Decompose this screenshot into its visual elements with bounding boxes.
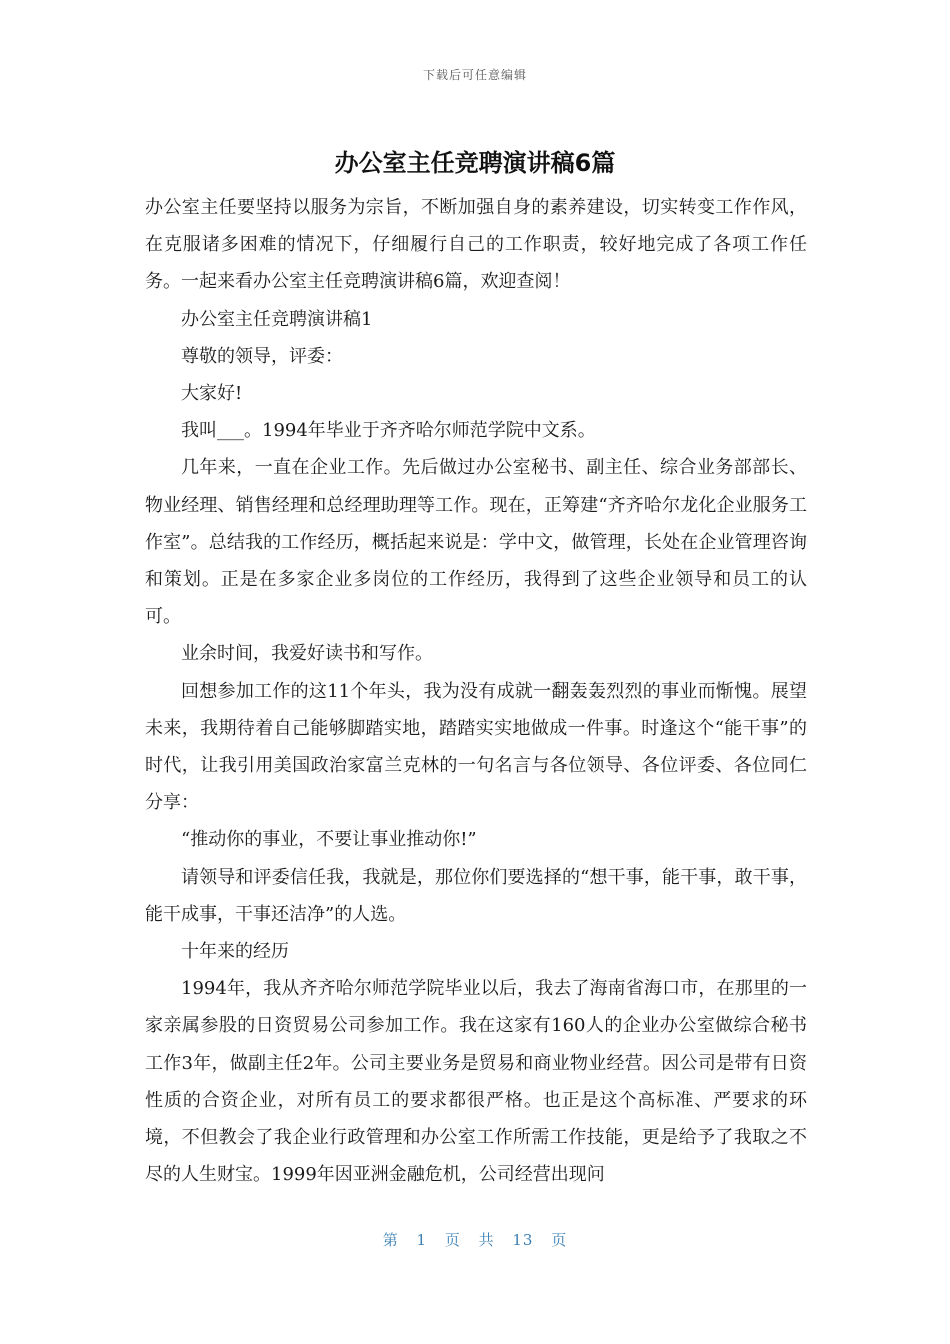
speech-heading: 办公室主任竞聘演讲稿1 [181,308,373,330]
experience-paragraph: 1994年，我从齐齐哈尔师范学院毕业以后，我去了海南省海口市，在那里的一家亲属参股的日资贸易公司参加工作。我在这家有160人的企业办公室做综合秘书工作3年，做副主任2年。公司主要业务是贸易和商业物业经营。因公司是带有日资性质的合资企业，对所有员工的要求都很严格。也正是这个高标准、严要求的环境，不但教会了我企业行政管理和办公室工作所需工作技能，更是给予了我取之不尽的人生财宝。1999年因亚洲金融危机，公司经营出现问 [145,978,807,1186]
self-introduction: 我叫___。1994年毕业于齐齐哈尔师范学院中文系。 [181,420,596,442]
work-history-paragraph: 几年来，一直在企业工作。先后做过办公室秘书、副主任、综合业务部部长、物业经理、销售经理和总经理助理等工作。现在，正筹建“齐齐哈尔龙化企业服务工作室”。总结我的工作经历，概括起来说是：学中文，做管理，长处在企业管理咨询和策划。正是在多家企业多岗位的工作经历，我得到了这些企业领导和员工的认可。 [145,457,807,628]
request-paragraph: 请领导和评委信任我，我就是，那位你们要选择的“想干事，能干事，敢干事，能干成事，干事还洁净”的人选。 [145,866,807,925]
section-heading: 十年来的经历 [181,941,289,963]
salutation: 尊敬的领导，评委： [181,345,343,367]
page-number: 第 1 页 共 13 页 [382,1231,568,1249]
reflection-paragraph: 回想参加工作的这11个年头，我为没有成就一翻轰轰烈烈的事业而惭愧。展望未来，我期待着自己能够脚踏实地，踏踏实实地做成一件事。时逢这个“能干事”的时代，让我引用美国政治家富兰克林的一句名言与各位领导、各位评委、各位同仁分享： [145,680,807,814]
document-title: 办公室主任竞聘演讲稿6篇 [334,149,616,177]
document-body [145,189,807,1193]
quote-paragraph: “推动你的事业，不要让事业推动你!” [181,829,477,851]
download-note: 下载后可任意编辑 [422,68,527,82]
hobby-paragraph: 业余时间，我爱好读书和写作。 [181,643,433,665]
intro-paragraph: 办公室主任要坚持以服务为宗旨，不断加强自身的素养建设，切实转变工作作风，在克服诸多困难的情况下，仔细履行自己的工作职责，较好地完成了各项工作任务。一起来看办公室主任竞聘演讲稿6篇，欢迎查阅！ [145,197,807,293]
greeting: 大家好! [181,383,243,405]
